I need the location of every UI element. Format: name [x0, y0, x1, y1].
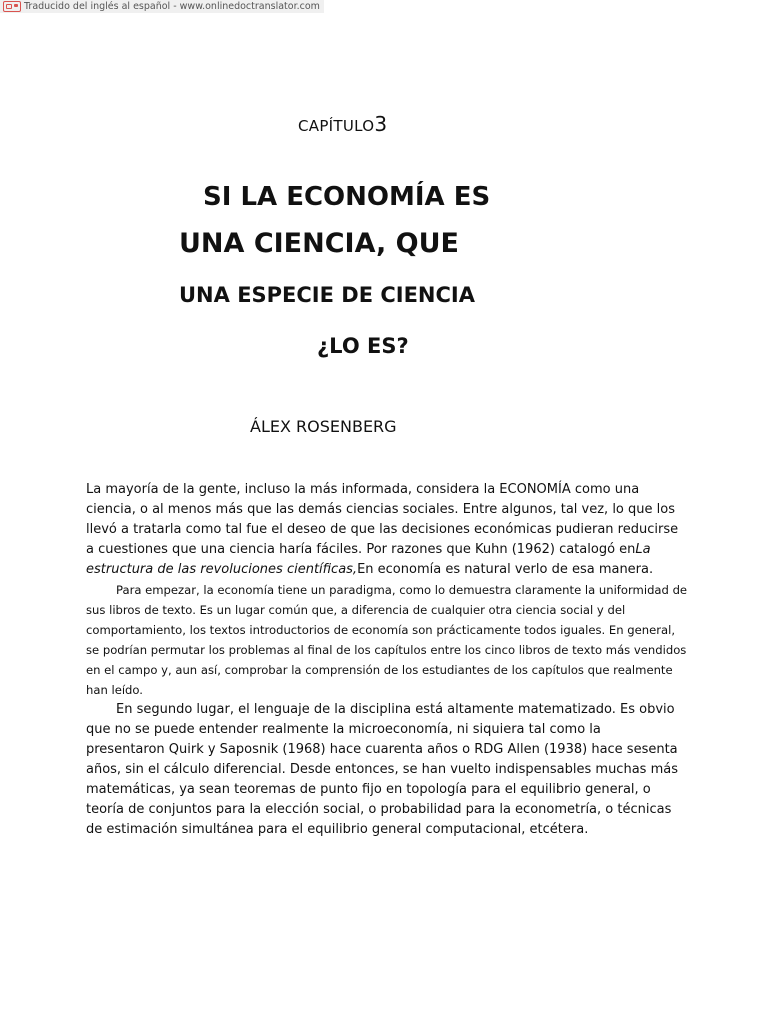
- chapter-body: [86, 480, 688, 840]
- chapter-label: CAPÍTULO: [298, 117, 375, 135]
- translator-logo-icon: [3, 1, 21, 12]
- book-title-italic: La: [635, 542, 651, 557]
- paragraph-3: [86, 700, 676, 840]
- paragraph-line: [86, 560, 676, 580]
- paragraph-line: [86, 540, 676, 560]
- banner-link-text[interactable]: Traducido del inglés al español - www.onlinedoctranslator.com: [24, 1, 320, 12]
- paragraph-line: ciencia, o al menos más que las demás ciencias sociales. Entre algunos, tal vez, lo que los: [86, 502, 675, 517]
- paragraph-line: matemáticas, ya sean teoremas de punto fijo en topología para el equilibrio general, o: [86, 782, 651, 797]
- paragraph-line: en el campo y, aun así, comprobar la comprensión de los estudiantes de los capítulos que realmente: [86, 663, 673, 677]
- title-line-2: UNA CIENCIA, QUE: [179, 228, 459, 259]
- chapter-number: 3: [374, 112, 388, 136]
- paragraph-line: presentaron Quirk y Saposnik (1968) hace cuarenta años o RDG Allen (1938) hace sesenta: [86, 742, 678, 757]
- paragraph-line: Para empezar, la economía tiene un paradigma, como lo demuestra claramente la uniformidad de: [116, 583, 688, 597]
- title-line-3: UNA ESPECIE DE CIENCIA: [179, 283, 475, 307]
- paragraph-line: sus libros de texto. Es un lugar común que, a diferencia de cualquier otra ciencia social y del: [86, 603, 626, 617]
- paragraph-line: La mayoría de la gente, incluso la más informada, considera la ECONOMÍA como una: [86, 482, 640, 497]
- paragraph-text: a cuestiones que una ciencia haría fáciles. Por razones que Kuhn (1962) catalogó en: [86, 542, 636, 557]
- title-line-1: SI LA ECONOMÍA ES: [203, 182, 491, 212]
- paragraph-1: [86, 480, 679, 580]
- paragraph-line: teoría de conjuntos para la elección social, o probabilidad para la econometría, o técnicas: [86, 802, 672, 817]
- paragraph-line: En segundo lugar, el lenguaje de la disciplina está altamente matematizado. Es obvio: [116, 702, 675, 717]
- translation-banner[interactable]: [0, 0, 324, 13]
- paragraph-line: comportamiento, los textos introductorios de economía son prácticamente todos iguales. En general,: [86, 623, 676, 637]
- chapter-heading: [298, 112, 387, 136]
- paragraph-line: llevó a tratarla como tal fue el deseo de que las decisiones económicas pudieran reducirse: [86, 522, 679, 537]
- paragraph-line: se podrían permutar los problemas al final de los capítulos entre los cinco libros de texto más vendidos: [86, 643, 687, 657]
- paragraph-2: [86, 580, 688, 700]
- author-name: ÁLEX ROSENBERG: [250, 417, 397, 436]
- paragraph-line: han leído.: [86, 683, 143, 697]
- book-title-italic: estructura de las revoluciones científicas,: [86, 562, 358, 577]
- paragraph-line: que no se puede entender realmente la microeconomía, ni siquiera tal como la: [86, 722, 601, 737]
- paragraph-text: En economía es natural verlo de esa manera.: [357, 562, 654, 577]
- paragraph-line: de estimación simultánea para el equilibrio general computacional, etcétera.: [86, 822, 589, 837]
- paragraph-line: años, sin el cálculo diferencial. Desde entonces, se han vuelto indispensables muchas más: [86, 762, 678, 777]
- title-line-4: ¿LO ES?: [317, 334, 409, 358]
